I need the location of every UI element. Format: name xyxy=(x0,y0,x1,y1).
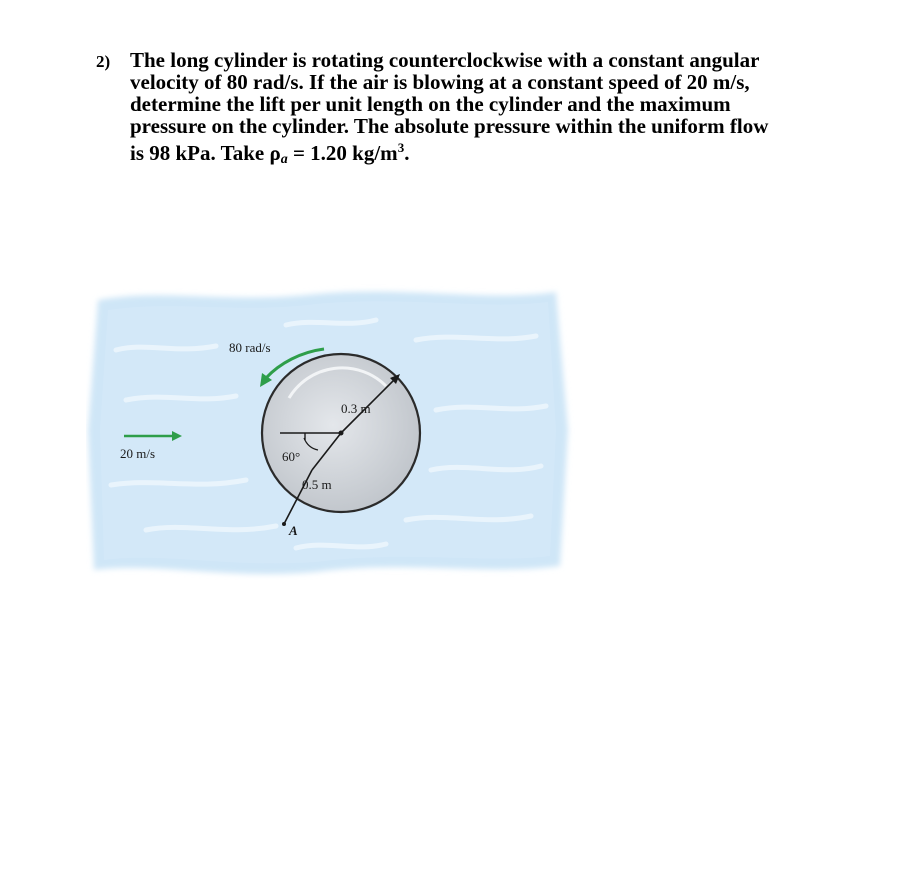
radius-label: 0.3 m xyxy=(341,401,371,416)
problem-statement xyxy=(96,49,896,171)
problem-line-text: is 98 kPa. Take ρ xyxy=(130,141,281,165)
cube-exponent: 3 xyxy=(397,140,405,155)
problem-line-last xyxy=(130,137,896,171)
cylinder-figure xyxy=(86,280,576,580)
problem-line: pressure on the cylinder. The absolute pressure within the uniform flow xyxy=(130,114,769,138)
figure-svg xyxy=(86,280,576,580)
problem-line: determine the lift per unit length on the cylinder and the maximum xyxy=(130,92,731,116)
angle-label: 60° xyxy=(282,449,301,464)
problem-line: velocity of 80 rad/s. If the air is blowing at a constant speed of 20 m/s, xyxy=(130,70,750,94)
density-value: = 1.20 kg/m xyxy=(287,141,398,165)
problem-text xyxy=(130,49,896,171)
angular-velocity-label: 80 rad/s xyxy=(229,340,271,355)
problem-number: 2) xyxy=(96,52,111,71)
rho-subscript: a xyxy=(280,152,288,167)
end-punctuation: . xyxy=(404,141,410,165)
point-a-label: A xyxy=(289,523,298,538)
distance-label: 0.5 m xyxy=(302,477,332,492)
point-a-marker xyxy=(282,522,286,526)
flow-speed-label: 20 m/s xyxy=(120,446,156,461)
problem-line: The long cylinder is rotating counterclockwise with a constant angular xyxy=(130,48,760,72)
